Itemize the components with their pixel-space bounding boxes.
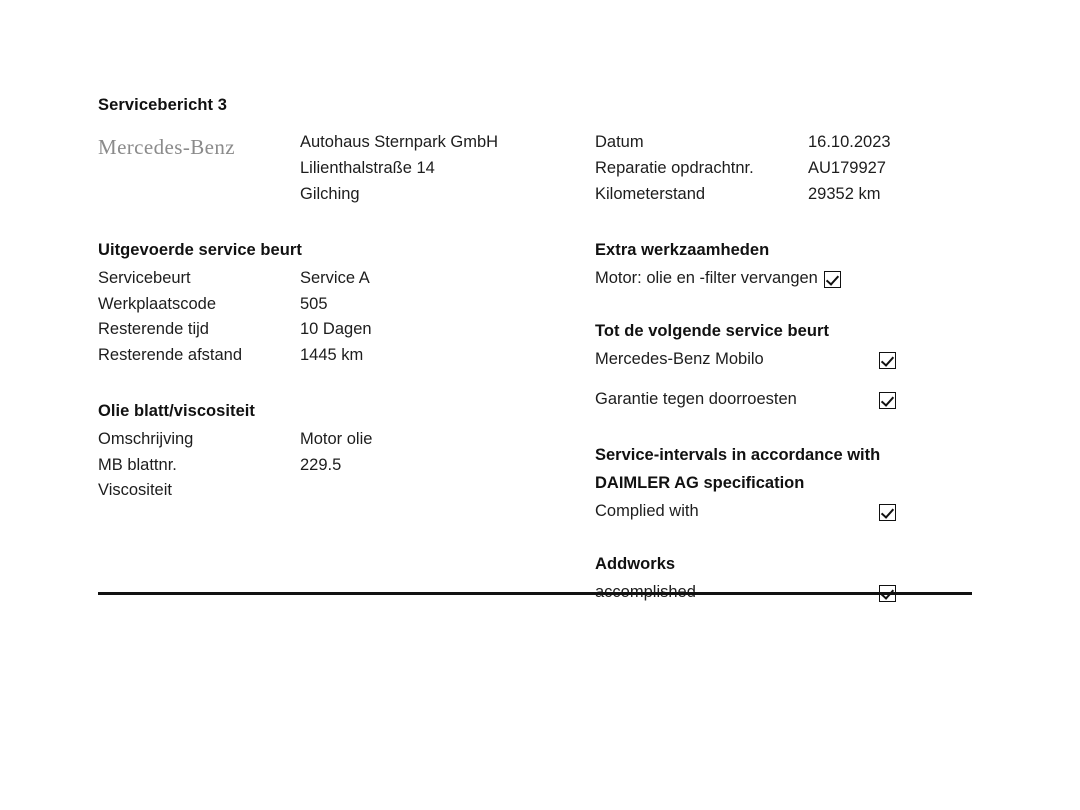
- table-row: [98, 427, 595, 453]
- report-meta: [595, 129, 972, 207]
- right-column: [595, 241, 972, 606]
- meta-row: [595, 129, 972, 155]
- section-heading-until-next-service: Tot de volgende service beurt: [595, 322, 830, 340]
- section-heading-extra-work: Extra werkzaamheden: [595, 241, 770, 259]
- row-value: Service A: [300, 269, 370, 287]
- brand-block: [98, 129, 300, 160]
- checkbox-label: Complied with: [595, 502, 699, 521]
- row-key: Resterende afstand: [98, 345, 243, 364]
- checkbox-checked-icon[interactable]: [824, 271, 841, 288]
- section-heading-service-performed: Uitgevoerde service beurt: [98, 241, 302, 259]
- meta-label-date: Datum: [595, 133, 644, 151]
- checkbox-label: Mercedes-Benz Mobilo: [595, 350, 764, 369]
- meta-value-order-number: AU179927: [808, 159, 886, 177]
- section-addworks: [595, 555, 972, 606]
- row-key: MB blattnr.: [98, 455, 177, 474]
- section-heading-addworks: Addworks: [595, 555, 676, 573]
- section-service-intervals: [595, 443, 972, 525]
- mercedes-benz-logo: Mercedes-Benz: [98, 135, 235, 159]
- section-heading-oil-sheet: Olie blatt/viscositeit: [98, 402, 255, 420]
- checkbox-checked-icon[interactable]: [879, 392, 896, 409]
- table-row: [98, 266, 595, 292]
- checkbox-row-mobilo: [595, 347, 972, 373]
- page-title: Servicebericht 3: [98, 96, 228, 114]
- row-value: 1445 km: [300, 345, 364, 364]
- meta-label-odometer: Kilometerstand: [595, 185, 706, 203]
- checkbox-row-extra-work: [595, 266, 972, 292]
- meta-value-odometer: 29352 km: [808, 185, 881, 203]
- row-value: 229.5: [300, 455, 342, 474]
- section-heading-intervals-line2: DAIMLER AG specification: [595, 474, 805, 492]
- header-row: [98, 129, 972, 207]
- meta-value-date: 16.10.2023: [808, 133, 891, 151]
- table-row: [98, 292, 595, 318]
- body-columns: [98, 241, 972, 606]
- meta-row: [595, 181, 972, 207]
- row-value: 505: [300, 294, 328, 313]
- row-key: Viscositeit: [98, 481, 172, 499]
- row-key: Resterende tijd: [98, 320, 209, 338]
- checkbox-checked-icon[interactable]: [879, 504, 896, 521]
- dealer-street: Lilienthalstraße 14: [300, 159, 435, 177]
- row-key: Werkplaatscode: [98, 294, 217, 313]
- meta-label-order-number: Reparatie opdrachtnr.: [595, 159, 754, 177]
- table-row: [98, 317, 595, 343]
- checkbox-row-complied-with: [595, 499, 972, 525]
- row-key: Omschrijving: [98, 430, 194, 448]
- row-value: Motor olie: [300, 430, 373, 448]
- left-column: [98, 241, 595, 606]
- dealer-city: Gilching: [300, 185, 360, 203]
- dealer-address: [300, 129, 595, 207]
- checkbox-label: Motor: olie en -filter vervangen: [595, 269, 818, 288]
- service-report-sheet: [98, 96, 972, 606]
- footer-divider: [98, 592, 972, 595]
- section-until-next-service: [595, 322, 972, 413]
- checkbox-label: Garantie tegen doorroesten: [595, 390, 797, 409]
- checkbox-checked-icon[interactable]: [879, 352, 896, 369]
- meta-row: [595, 155, 972, 181]
- table-row: [98, 478, 595, 504]
- dealer-name: Autohaus Sternpark GmbH: [300, 133, 499, 151]
- table-row: [98, 453, 595, 479]
- row-value: 10 Dagen: [300, 320, 372, 338]
- section-heading-intervals-line1: Service-intervals in accordance with: [595, 446, 881, 464]
- row-value: [300, 478, 595, 504]
- checkbox-row-rust-warranty: [595, 387, 972, 413]
- table-row: [98, 343, 595, 369]
- row-key: Servicebeurt: [98, 269, 191, 287]
